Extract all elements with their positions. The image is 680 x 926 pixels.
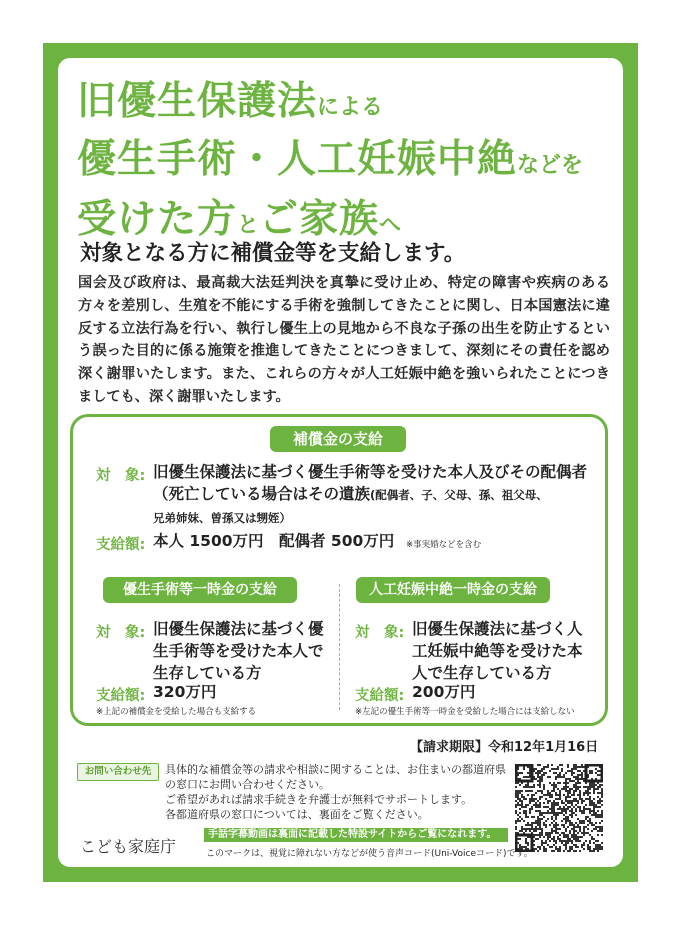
subtitle: 対象となる方に補償金等を支給します。 — [80, 241, 466, 266]
headline-line-3: 受けた方とご家族へ — [77, 197, 402, 242]
uni-voice-note: このマークは、視覚に障れない方などが使う音声コード(Uni-Voiceコード)です。 — [206, 849, 533, 859]
uni-voice-code-icon — [515, 764, 603, 852]
claim-deadline: 【請求期限】令和12年1月16日 — [410, 740, 599, 755]
headline-line-2: 優生手術・人工妊娠中絶などを — [77, 137, 584, 182]
contact-tag: お問い合わせ先 — [77, 763, 159, 781]
compensation-note: ※事実婚などを含む — [406, 540, 482, 550]
agency-name: こども家庭庁 — [80, 837, 177, 856]
surgery-target-text: 旧優生保護法に基づく優生手術等を受けた本人で生存している方 — [153, 620, 324, 682]
surgery-target-label: 対 象: — [96, 625, 146, 641]
abortion-note: ※左記の優生手術等一時金を受給した場合には支給しない — [355, 707, 575, 717]
abortion-amount: 200万円 — [412, 683, 476, 701]
intro-paragraph: 国会及び政府は、最高裁大法廷判決を真摯に受け止め、特定の障害や疾病のある方々を差別し、生殖を不能にする手術を強制してきたことに関し、日本国憲法に違反する立法行為を行い、執行し優生上の見地から不良な子孫の出生を防止するという誤った目的に係る施策を推進してきたことにつきまして、深刻にその責任を認め深く謝罪いたします。また、これらの方々が人工妊娠中絶を強いられたことにつきましても、深く謝罪いたします。 — [78, 275, 610, 405]
compensation-amount-label: 支給額: — [96, 537, 146, 553]
abortion-lump-sum-title: 人工妊娠中絶一時金の支給 — [356, 577, 550, 603]
abortion-amount-label: 支給額: — [355, 688, 405, 704]
contact-info: 具体的な補償金等の請求や相談に関することは、お住まいの都道府県 の窓口にお問い合わせください。 ご希望があれば請求手続きを弁護士が無料でサポートします。 各都道府県の窓口については、裏面をご覧ください。 — [165, 763, 506, 821]
panel-divider — [339, 584, 341, 710]
sign-language-note: 手話字幕動画は裏面に記載した特設サイトからご覧になれます。 — [204, 828, 508, 842]
compensation-amount: 本人 1500万円 配偶者 500万円 — [153, 532, 395, 550]
abortion-target-label: 対 象: — [355, 625, 405, 641]
abortion-target-text: 旧優生保護法に基づく人工妊娠中絶等を受けた本人で生存している方 — [412, 620, 583, 682]
surgery-note: ※上記の補償金を受給した場合も支給する — [96, 707, 257, 717]
surgery-amount-label: 支給額: — [96, 688, 146, 704]
compensation-target-text: 旧優生保護法に基づく優生手術等を受けた本人及びその配偶者（死亡している場合はその遺族(配偶者、子、父母、孫、祖父母、 兄弟姉妹、曽孫又は甥姪） — [153, 463, 588, 525]
headline-line-1: 旧優生保護法による — [77, 79, 384, 124]
compensation-title: 補償金の支給 — [270, 426, 406, 452]
surgery-lump-sum-title: 優生手術等一時金の支給 — [103, 577, 297, 603]
surgery-amount: 320万円 — [153, 683, 217, 701]
compensation-target-label: 対 象: — [96, 468, 146, 484]
